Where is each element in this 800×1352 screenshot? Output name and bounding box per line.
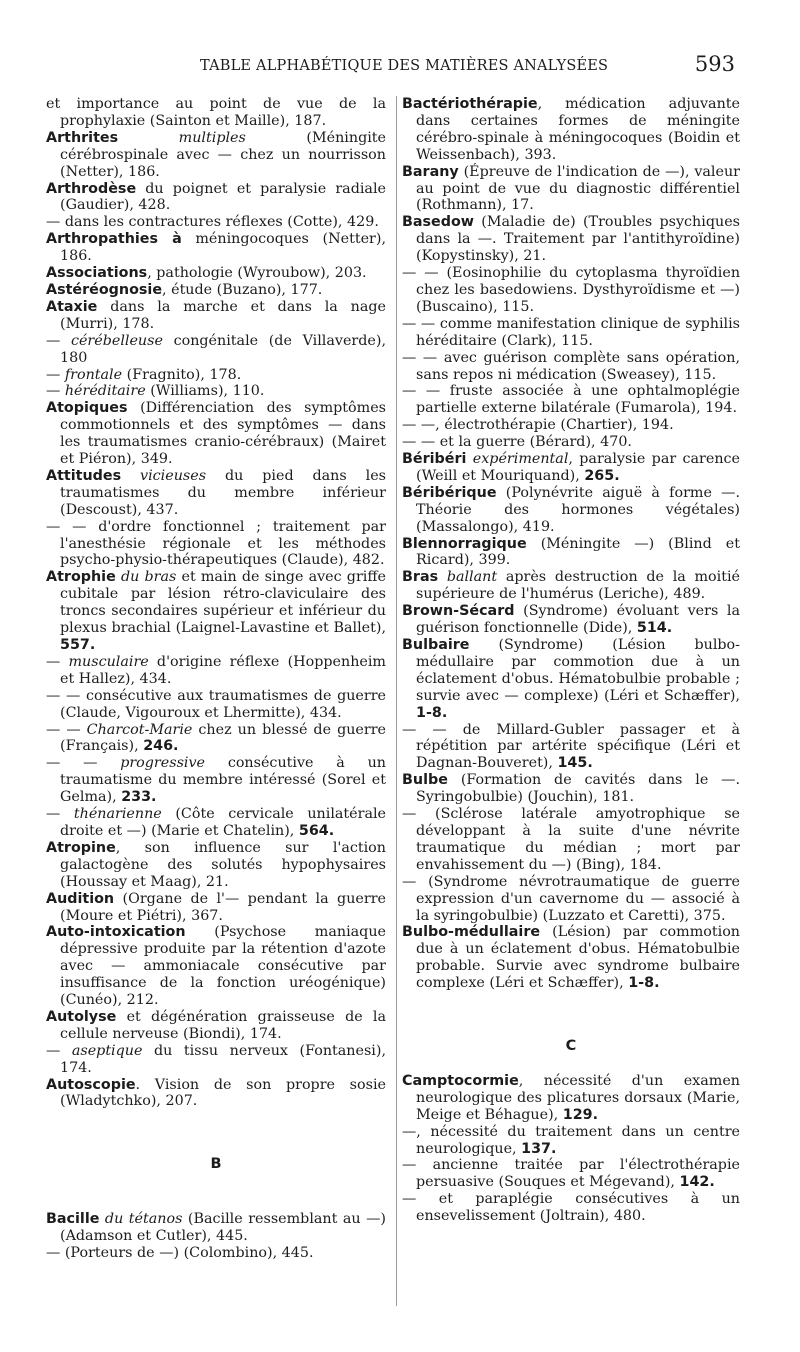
entry-text: dans les contractures réflexes (Cotte), 429. bbox=[64, 214, 379, 231]
entry-page-ref: 142. bbox=[679, 1174, 715, 1191]
entry-text: , paralysie par carence (Weill et Mouriquand), bbox=[416, 451, 741, 484]
index-entry bbox=[46, 1211, 386, 1245]
running-head bbox=[0, 52, 800, 82]
index-entry bbox=[46, 1043, 386, 1077]
index-entry bbox=[46, 519, 386, 570]
entry-heading: Ataxie bbox=[46, 298, 98, 315]
entry-text: du tissu nerveux (Fontanesi), 174. bbox=[60, 1042, 387, 1076]
right-column bbox=[402, 96, 740, 1225]
entry-text: , étude (Buzano), 177. bbox=[162, 281, 323, 298]
entry-page-ref: 246. bbox=[143, 738, 179, 755]
entry-subheading: aseptique bbox=[71, 1042, 143, 1059]
entry-heading: Bulbo-médullaire bbox=[402, 924, 541, 941]
index-entry bbox=[402, 214, 740, 265]
entry-text: d'origine réflexe (Hoppenheim et Hallez), 434. bbox=[60, 653, 386, 687]
entry-text: (Polynévrite aiguë à forme —. Théorie des hormones végétales) (Massalongo), 419. bbox=[416, 484, 741, 535]
entry-dash: — — bbox=[402, 265, 439, 282]
index-entry bbox=[46, 806, 386, 840]
index-entry bbox=[402, 536, 740, 570]
entry-text: dans la marche et dans la nage (Murri), 178. bbox=[60, 298, 387, 332]
index-entry bbox=[46, 1077, 386, 1111]
index-entry bbox=[402, 451, 740, 485]
index-entry bbox=[402, 434, 740, 451]
entry-heading: Bactériothérapie bbox=[402, 96, 538, 112]
entry-subheading: ballant bbox=[446, 569, 498, 586]
section-letter: C bbox=[565, 1038, 577, 1055]
index-entry bbox=[402, 265, 740, 316]
entry-text: de Millard-Gubler passager et à répétition par artérite spécifique (Léri et Dagnan-Bouveret), bbox=[416, 721, 741, 772]
index-entry bbox=[46, 265, 386, 282]
entry-text: avec guérison complète sans opération, sans repos ni médication (Sweasey), 115. bbox=[416, 349, 740, 383]
index-entry bbox=[402, 1191, 740, 1225]
index-entry bbox=[46, 214, 386, 231]
entry-heading: Astéréognosie bbox=[46, 281, 163, 298]
index-entry bbox=[402, 569, 740, 603]
entry-text: . Vision de son propre sosie (Wladytchko), 207. bbox=[60, 1076, 386, 1110]
entry-heading: Attitudes bbox=[46, 467, 122, 484]
entry-text: d'ordre fonctionnel ; traitement par l'anesthésie régionale et les méthodes psycho-physio-thérapeutiques (Claude), 482. bbox=[60, 518, 386, 569]
left-column bbox=[46, 96, 386, 1262]
entry-subheading: du bras bbox=[120, 569, 177, 586]
entry-text: , médication adjuvante dans certaines formes de méningite cérébro-spinale à méningocoques (Boidin et Weissenbach), 393. bbox=[416, 96, 740, 163]
entry-text: (Méningite —) (Blind et Ricard), 399. bbox=[416, 535, 740, 569]
entry-heading: Arthrodèse bbox=[46, 180, 137, 197]
entry-text: et importance au point de vue de la prophylaxie (Sainton et Maille), 187. bbox=[46, 96, 386, 129]
entry-text: et dégénération graisseuse de la cellule nerveuse (Biondi), 174. bbox=[60, 1008, 387, 1042]
entry-text: du pied dans les traumatismes du membre inférieur (Descoust), 437. bbox=[60, 467, 387, 518]
entry-dash: — — bbox=[402, 315, 436, 332]
index-entry bbox=[46, 181, 386, 215]
entry-heading: Brown-Sécard bbox=[402, 603, 515, 620]
entry-heading: Blennorragique bbox=[402, 535, 527, 552]
index-entry bbox=[402, 417, 740, 434]
index-entry bbox=[402, 1073, 740, 1124]
entry-text: , pathologie (Wyroubow), 203. bbox=[147, 265, 367, 282]
entry-text: (Syndrome névrotraumatique de guerre expression d'un cavernome du — associé à la syringobulbie) (Luzzato et Caretti), 375. bbox=[416, 873, 741, 924]
entry-page-ref: 137. bbox=[521, 1140, 557, 1157]
entry-text: , nécessité d'un examen neurologique des plicatures dorsaux (Marie, Meige et Béhague), bbox=[416, 1072, 740, 1123]
entry-page-ref: 233. bbox=[121, 789, 157, 806]
entry-text: (Formation de cavités dans le —. Syringobulbie) (Jouchin), 181. bbox=[416, 772, 741, 806]
entry-dash: — bbox=[46, 214, 61, 231]
entry-heading: Camptocormie bbox=[402, 1072, 519, 1089]
entry-dash: — bbox=[402, 1191, 417, 1208]
entry-text: après destruction de la moitié supérieure de l'humérus (Leriche), 489. bbox=[416, 569, 741, 603]
index-entry bbox=[46, 924, 386, 1009]
entry-heading: Basedow bbox=[402, 214, 475, 231]
entry-text: fruste associée à une ophtalmoplégie partielle externe bilatérale (Fumarola), 194. bbox=[416, 383, 741, 417]
index-entry bbox=[402, 485, 740, 536]
entry-heading: Barany bbox=[402, 163, 459, 180]
entry-dash: — — bbox=[46, 755, 98, 772]
entry-text: (Méningite cérébrospinale avec — chez un nourrisson (Netter), 186. bbox=[60, 129, 387, 180]
index-entry bbox=[46, 282, 386, 299]
entry-dash: — — bbox=[402, 349, 438, 366]
entry-subheading: héréditaire bbox=[64, 383, 146, 400]
index-entry bbox=[402, 772, 740, 806]
entry-dash: — — bbox=[402, 417, 436, 434]
entry-dash: — bbox=[46, 332, 61, 349]
index-entry bbox=[46, 755, 386, 806]
entry-page-ref: 265. bbox=[584, 467, 620, 484]
index-entry bbox=[402, 637, 740, 722]
entry-heading: Béribéri bbox=[402, 451, 467, 468]
index-entry bbox=[46, 299, 386, 333]
column-divider bbox=[396, 96, 397, 1306]
entry-text: (Côte cervicale unilatérale droite et —) (Marie et Chatelin), bbox=[60, 806, 387, 839]
entry-text: et paraplégie consécutives à un ensevelissement (Joltrain), 480. bbox=[416, 1191, 741, 1225]
index-entry bbox=[402, 806, 740, 874]
index-entry bbox=[402, 1157, 740, 1191]
running-title: TABLE ALPHABÉTIQUE DES MATIÈRES ANALYSÉES bbox=[200, 58, 609, 74]
entry-dash: — — bbox=[402, 383, 441, 400]
entry-text: (Différenciation des symptômes commotionnels et des symptômes — dans les traumatismes cranio-cérébraux) (Mairet et Piéron), 349. bbox=[60, 400, 387, 468]
entry-heading: Bras bbox=[402, 569, 439, 586]
index-entry bbox=[402, 383, 740, 417]
entry-text: (Porteurs de —) (Colombino), 445. bbox=[64, 1245, 314, 1262]
entry-heading: Atropine bbox=[46, 839, 116, 856]
entry-text: comme manifestation clinique de syphilis héréditaire (Clark), 115. bbox=[416, 315, 741, 349]
entry-heading: Atrophie bbox=[46, 569, 116, 586]
entry-heading: Arthrites bbox=[46, 129, 119, 146]
entry-dash: — — bbox=[46, 518, 87, 535]
index-entry bbox=[46, 569, 386, 654]
index-entry bbox=[46, 333, 386, 367]
index-entry bbox=[46, 383, 386, 400]
entry-dash: — bbox=[402, 873, 417, 890]
entry-dash: — — bbox=[402, 434, 436, 451]
section-letter: B bbox=[210, 1156, 222, 1173]
entry-subheading: thénarienne bbox=[73, 806, 162, 823]
entry-subheading: cérébelleuse bbox=[70, 332, 163, 349]
entry-text: (Maladie de) (Troubles psychiques dans la —. Traitement par l'antithyroïdine) (Kopystinsky), 21. bbox=[416, 214, 740, 265]
entry-page-ref: 1-8. bbox=[628, 975, 660, 992]
entry-text: du poignet et paralysie radiale (Gaudier), 428. bbox=[60, 180, 386, 214]
entry-text: (Sclérose latérale amyotrophique se développant à la suite d'une névrite traumatique du médian ; mort par envahissement du —) (Bing), 184. bbox=[416, 806, 741, 873]
entry-subheading: multiples bbox=[178, 129, 246, 146]
entry-text: (Lésion) par commotion due à un éclatement d'obus. Hématobulbie probable. Survie avec syndrome bulbaire complexe (Léri et Schæffer), bbox=[416, 924, 741, 992]
entry-heading: Autoscopie bbox=[46, 1076, 136, 1093]
index-entry bbox=[46, 96, 386, 130]
entry-heading: Associations bbox=[46, 265, 148, 282]
entry-text: (Syndrome) évoluant vers la guérison fonctionnelle (Dide), bbox=[416, 603, 741, 637]
index-entry bbox=[46, 1245, 386, 1262]
entry-dash: — bbox=[402, 1157, 417, 1174]
entry-text: congénitale (de Villaverde), 180 bbox=[60, 332, 386, 366]
index-entry bbox=[402, 1124, 740, 1158]
entry-dash: — bbox=[402, 1123, 417, 1140]
entry-heading: Audition bbox=[46, 890, 115, 907]
entry-subheading: progressive bbox=[120, 755, 206, 772]
entry-dash: — bbox=[46, 383, 61, 400]
entry-text: , son influence sur l'action galactogène des solutés hypophysaires (Houssay et Maag), 21. bbox=[60, 839, 386, 890]
entry-text: chez un blessé de guerre (Français), bbox=[60, 721, 387, 755]
index-entry bbox=[402, 96, 740, 164]
entry-text: (Organe de l'— pendant la guerre (Moure et Piétri), 367. bbox=[60, 890, 387, 924]
index-entry bbox=[46, 722, 386, 756]
entry-dash: — — bbox=[46, 687, 81, 704]
entry-dash: — bbox=[46, 806, 61, 823]
page-number: 593 bbox=[694, 52, 735, 76]
entry-text: méningocoques (Netter), 186. bbox=[60, 231, 386, 265]
entry-heading: Atopiques bbox=[46, 400, 128, 417]
entry-heading: Bulbaire bbox=[402, 637, 470, 653]
entry-page-ref: 557. bbox=[60, 637, 96, 653]
index-entry bbox=[46, 654, 386, 688]
entry-page-ref: 129. bbox=[562, 1106, 599, 1123]
index-entry bbox=[402, 924, 740, 992]
entry-text: (Psychose maniaque dépressive produite par la rétention d'azote avec — ammoniacale consécutive par insuffisance de la fonction uréogénique) (Cunéo), 212. bbox=[60, 924, 386, 1009]
index-entry bbox=[402, 722, 740, 773]
entry-heading: Béribérique bbox=[402, 484, 497, 501]
entry-page-ref: 145. bbox=[557, 755, 593, 772]
entry-text: (Williams), 110. bbox=[150, 383, 265, 400]
index-entry bbox=[46, 400, 386, 468]
entry-heading: Auto-intoxication bbox=[46, 924, 186, 941]
entry-heading: Arthropathies à bbox=[46, 231, 182, 248]
entry-subheading: vicieuses bbox=[140, 467, 207, 484]
entry-page-ref: 514. bbox=[636, 620, 673, 637]
entry-dash: — bbox=[46, 1245, 61, 1262]
entry-subheading: Charcot-Marie bbox=[86, 721, 193, 738]
entry-text: , électrothérapie (Chartier), 194. bbox=[435, 417, 674, 434]
entry-text: (Eosinophilie du cytoplasma thyroïdien chez les basedowiens. Dysthyroïdisme et —) (Buscaino), 115. bbox=[416, 265, 741, 315]
entry-heading: Bacille bbox=[46, 1211, 100, 1228]
entry-text: (Syndrome) (Lésion bulbo-médullaire par commotion due à un éclatement d'obus. Hématobulbie probable ; survie avec — complexe) (Léri et Schæffer), bbox=[416, 637, 740, 704]
entry-dash: — bbox=[402, 806, 417, 823]
entry-dash: — bbox=[46, 366, 61, 383]
index-entry bbox=[46, 367, 386, 384]
entry-page-ref: 1-8. bbox=[416, 704, 448, 721]
entry-text: et main de singe avec griffe cubitale par lésion rétro-claviculaire des troncs secondaires supérieur et inférieur du plexus brachial (Laignel-Lavastine et Ballet), bbox=[60, 569, 386, 637]
entry-page-ref: 564. bbox=[298, 822, 335, 839]
index-entry bbox=[402, 874, 740, 925]
entry-dash: — bbox=[46, 653, 61, 670]
index-entry bbox=[46, 231, 386, 265]
index-entry bbox=[46, 468, 386, 519]
index-entry bbox=[46, 891, 386, 925]
entry-text: (Fragnito), 178. bbox=[126, 366, 242, 383]
entry-text: , nécessité du traitement dans un centre neurologique, bbox=[416, 1123, 740, 1157]
entry-subheading: expérimental bbox=[472, 451, 569, 468]
index-entry bbox=[402, 350, 740, 384]
index-entry bbox=[46, 688, 386, 722]
entry-heading: Autolyse bbox=[46, 1008, 117, 1025]
entry-subheading: musculaire bbox=[68, 653, 149, 670]
index-entry bbox=[46, 840, 386, 891]
index-entry bbox=[46, 130, 386, 181]
index-entry bbox=[402, 164, 740, 215]
entry-subheading: du tétanos bbox=[104, 1211, 183, 1228]
entry-dash: — bbox=[46, 1042, 61, 1059]
entry-text: et la guerre (Bérard), 470. bbox=[439, 434, 632, 451]
entry-text: consécutive à un traumatisme du membre intéressé (Sorel et Gelma), bbox=[60, 755, 387, 806]
entry-dash: — — bbox=[46, 721, 81, 738]
index-entry bbox=[402, 316, 740, 350]
entry-text: (Bacille ressemblant au —) (Adamson et Cutler), 445. bbox=[60, 1211, 386, 1245]
entry-text: ancienne traitée par l'électrothérapie persuasive (Souques et Mégevand), bbox=[416, 1157, 740, 1191]
entry-dash: — — bbox=[402, 721, 447, 738]
index-entry bbox=[402, 603, 740, 637]
entry-subheading: frontale bbox=[64, 366, 123, 383]
index-entry bbox=[46, 1009, 386, 1043]
entry-text: consécutive aux traumatismes de guerre (Claude, Vigouroux et Lhermitte), 434. bbox=[60, 687, 387, 721]
entry-text: (Épreuve de l'indication de —), valeur au point de vue du diagnostic différentiel (Rothmann), 17. bbox=[416, 163, 740, 214]
entry-heading: Bulbe bbox=[402, 772, 448, 789]
